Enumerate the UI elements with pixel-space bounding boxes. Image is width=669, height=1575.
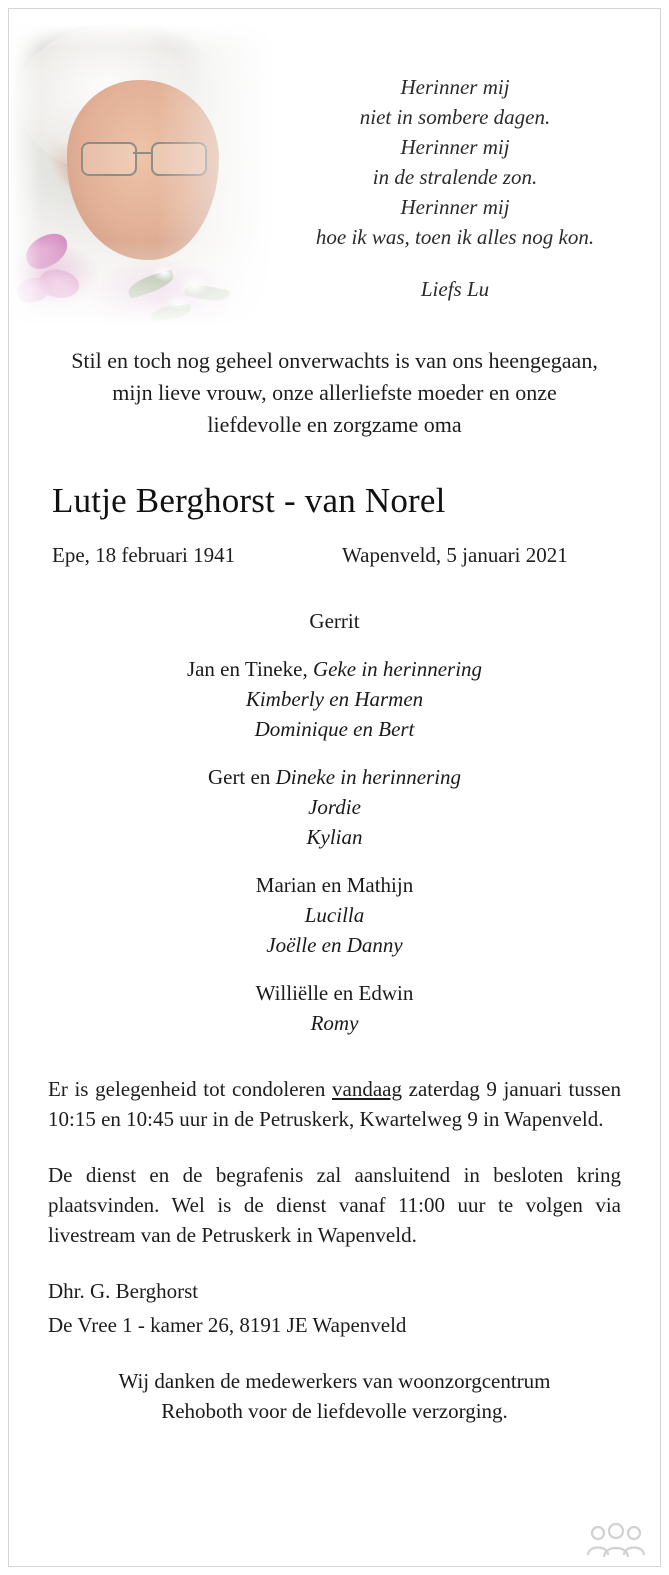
family-line: Romy xyxy=(310,1011,359,1035)
thanks-section xyxy=(48,1366,621,1426)
family-line: Gerrit xyxy=(309,609,360,633)
condolence-text-pre: Er is gelegenheid tot condoleren xyxy=(48,1077,332,1101)
poem-line: Herinner mij xyxy=(400,75,510,99)
family-line: Marian en Mathijn xyxy=(255,873,414,897)
thanks-line: Wij danken de medewerkers van woonzorgcentrum xyxy=(118,1369,551,1393)
family-line: Williëlle en Edwin xyxy=(255,981,414,1005)
poem-line: Herinner mij xyxy=(400,195,510,219)
family-line: Kimberly en Harmen xyxy=(245,687,424,711)
family-line: Joëlle en Danny xyxy=(266,933,403,957)
family-group xyxy=(48,978,621,1038)
service-notice: De dienst en de begrafenis zal aansluitend in besloten kring plaatsvinden. Wel is de dienst vanaf 11:00 uur te volgen via livestream van de Petruskerk in Wapenveld. xyxy=(48,1163,621,1247)
family-group xyxy=(48,870,621,960)
condolence-notice xyxy=(48,1074,621,1134)
death-date: Wapenveld, 5 januari 2021 xyxy=(342,543,568,567)
family-line-memorial: Dineke in herinnering xyxy=(275,765,462,789)
poem-line: hoe ik was, toen ik alles nog kon. xyxy=(315,225,595,249)
condolence-highlight: vandaag xyxy=(332,1077,402,1101)
family-line xyxy=(48,762,621,792)
life-dates xyxy=(48,543,621,568)
family-logo-icon xyxy=(585,1521,647,1561)
portrait-photo xyxy=(9,24,279,324)
poem-line: niet in sombere dagen. xyxy=(359,105,551,129)
family-line: Kylian xyxy=(306,825,363,849)
family-list xyxy=(48,606,621,1038)
poem-block xyxy=(285,72,625,304)
family-group xyxy=(48,762,621,852)
family-line xyxy=(48,654,621,684)
photo-fade-overlay xyxy=(9,24,279,324)
header-section xyxy=(0,0,669,345)
poem-line: Herinner mij xyxy=(400,135,510,159)
birth-date: Epe, 18 februari 1941 xyxy=(52,543,236,567)
poem-signature: Liefs Lu xyxy=(420,277,490,301)
main-content xyxy=(0,345,669,1426)
family-line: Jordie xyxy=(308,795,361,819)
family-group xyxy=(48,654,621,744)
condolence-text-post: zaterdag 9 januari tussen 10:15 en 10:45 uur in de Petruskerk, Kwartelweg 9 in Wapenveld. xyxy=(48,1077,621,1131)
family-line: Lucilla xyxy=(304,903,365,927)
contact-name: Dhr. G. Berghorst xyxy=(48,1279,199,1303)
notices-section xyxy=(48,1074,621,1340)
intro-text: Stil en toch nog geheel onverwachts is van ons heengegaan, mijn lieve vrouw, onze allerliefste moeder en onze liefdevolle en zorgzame oma xyxy=(71,348,598,437)
contact-address: De Vree 1 - kamer 26, 8191 JE Wapenveld xyxy=(48,1313,407,1337)
family-line-memorial: Geke in herinnering xyxy=(312,657,483,681)
family-group xyxy=(48,606,621,636)
family-line-name: Jan en Tineke, xyxy=(186,657,313,681)
family-line: Dominique en Bert xyxy=(254,717,415,741)
family-line-name: Gert en xyxy=(207,765,276,789)
thanks-line: Rehoboth voor de liefdevolle verzorging. xyxy=(161,1399,508,1423)
poem-line: in de stralende zon. xyxy=(372,165,538,189)
deceased-name: Lutje Berghorst - van Norel xyxy=(52,481,446,520)
